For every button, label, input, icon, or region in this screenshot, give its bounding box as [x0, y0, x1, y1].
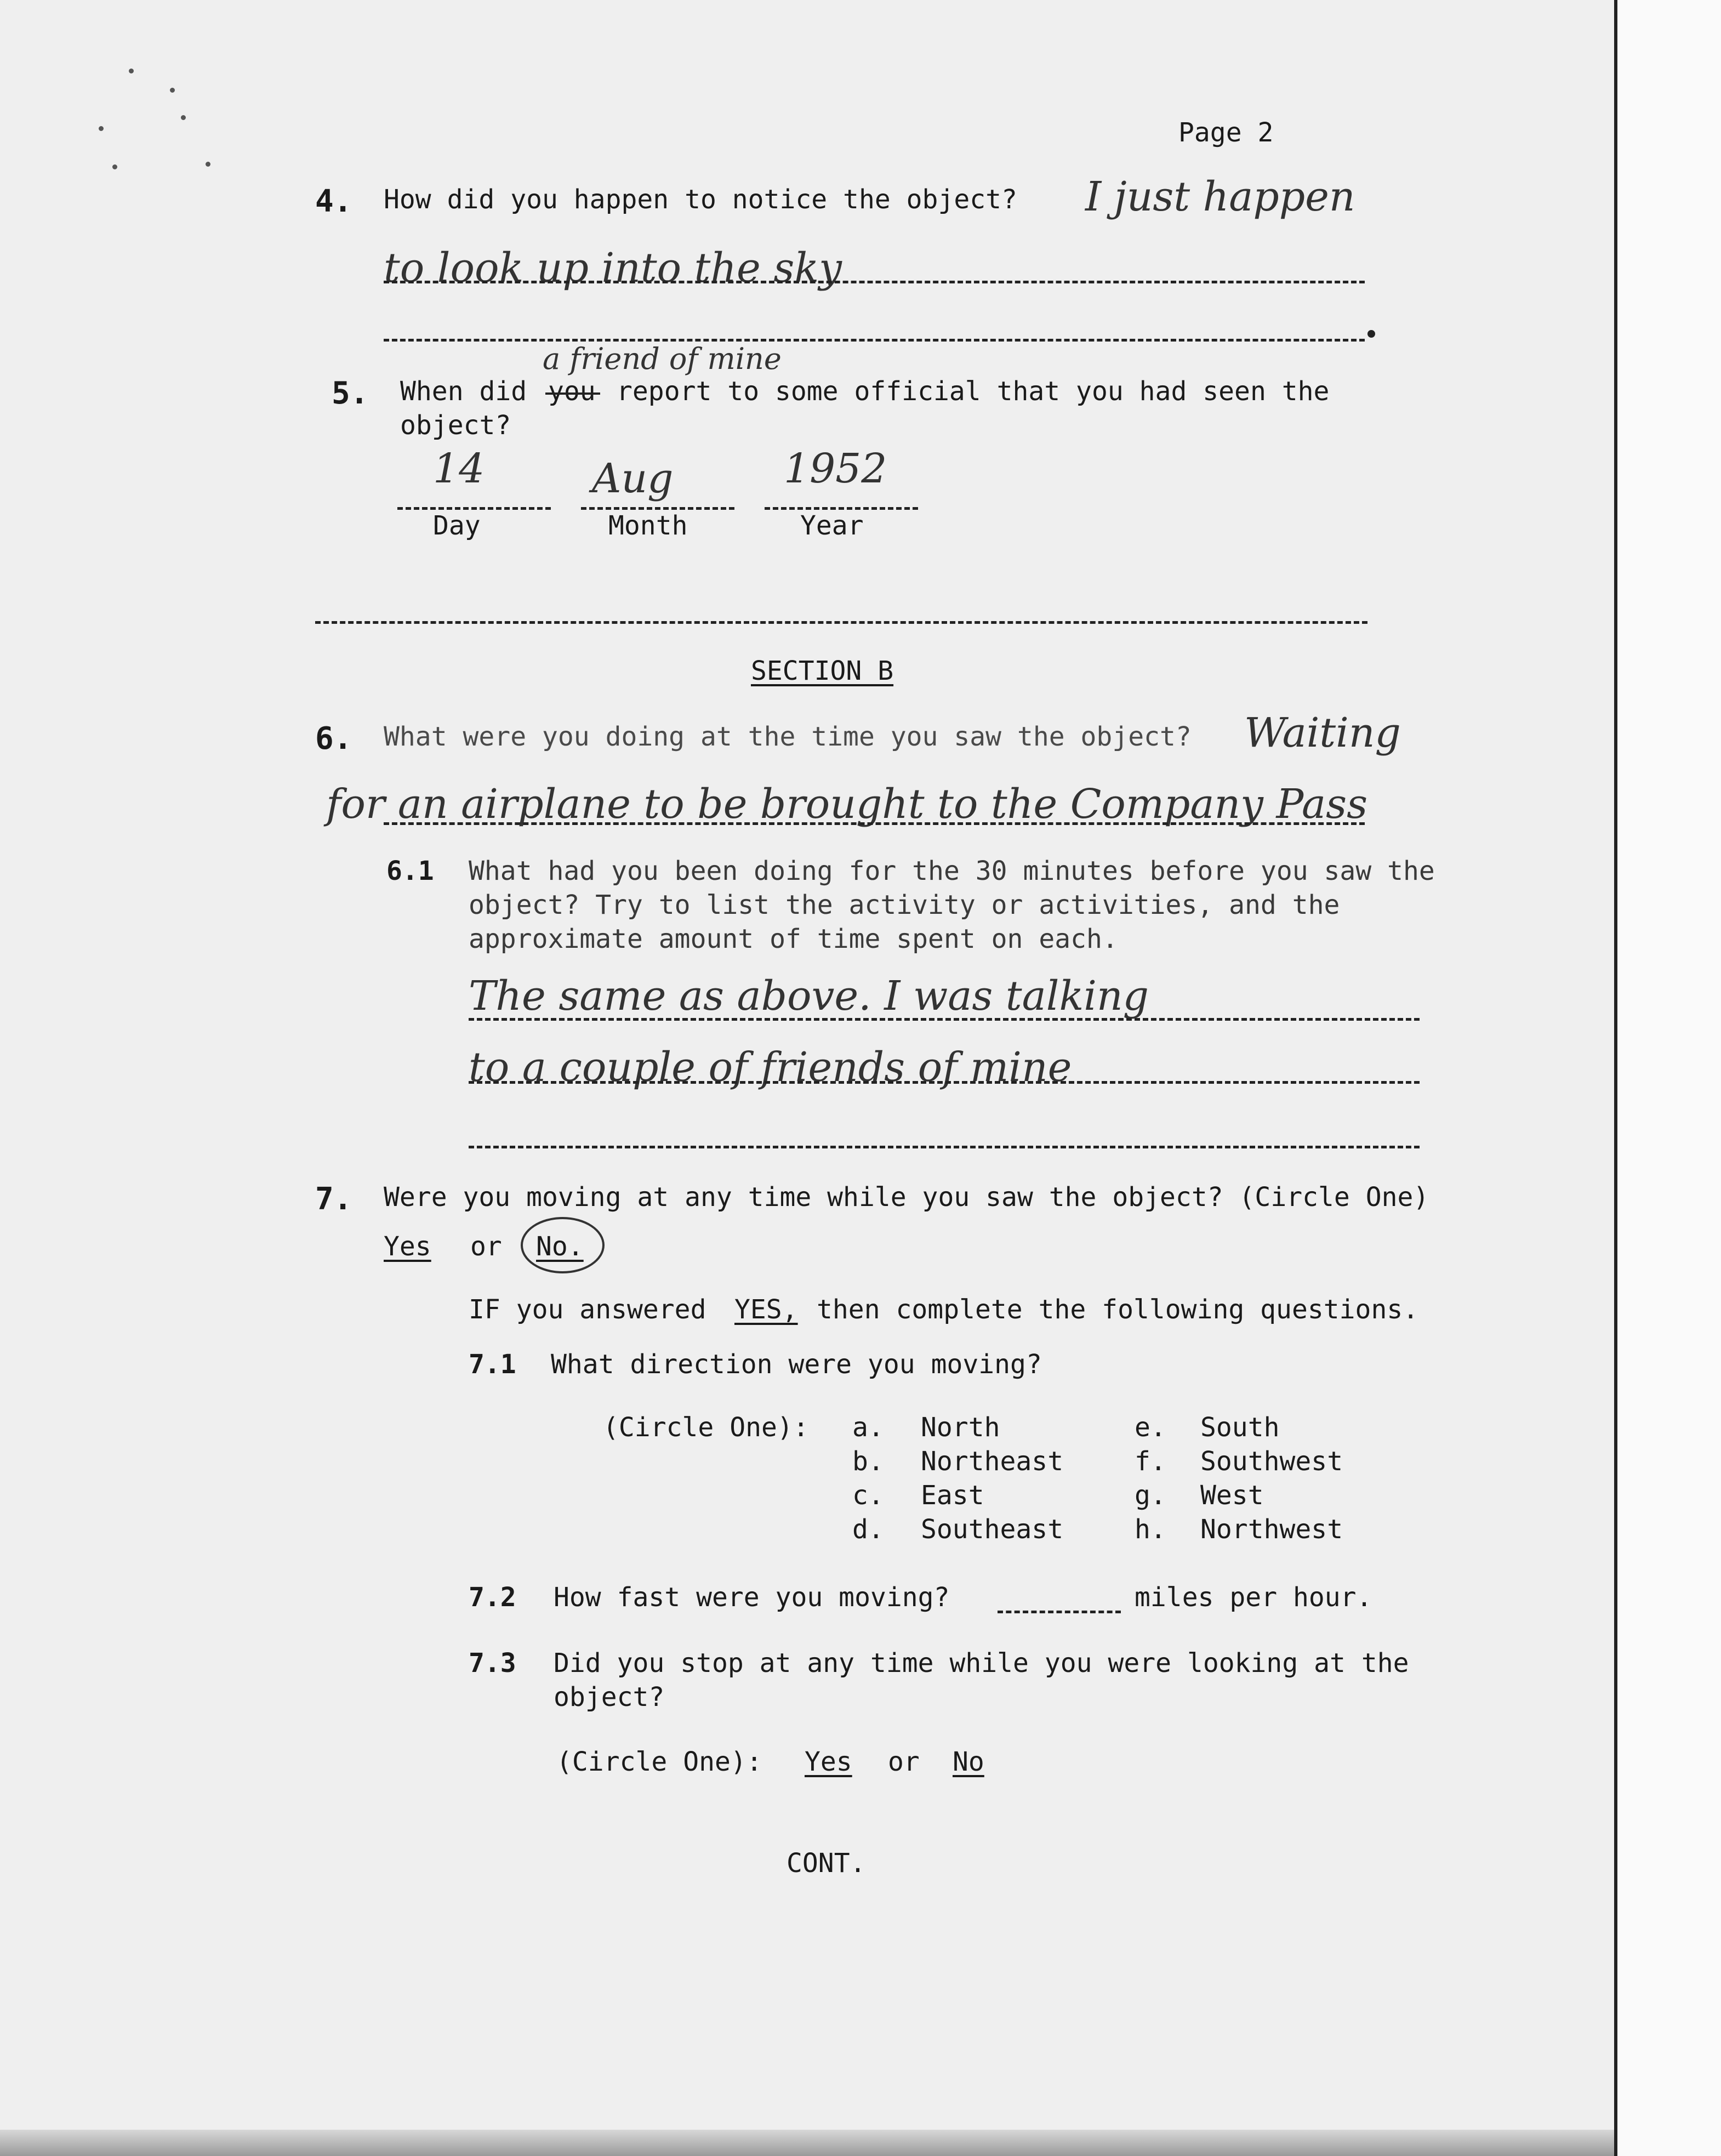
page-edge-right	[1614, 0, 1721, 2156]
page-edge-bottom	[0, 2130, 1614, 2156]
q7-if-text-a: IF you answered	[469, 1294, 706, 1325]
speck	[206, 162, 210, 167]
handwritten-circle	[521, 1217, 605, 1273]
q5-year-value: 1952	[784, 445, 887, 492]
q5-month-value: Aug	[592, 455, 674, 502]
q5-question-a: When did	[400, 376, 527, 407]
q7-or: or	[470, 1231, 502, 1262]
q5-month-label: Month	[608, 510, 688, 541]
q6-1-question-line2: object? Try to list the activity or activities, and the	[469, 890, 1340, 920]
answer-line	[469, 1018, 1420, 1021]
day-line	[397, 507, 551, 510]
option-letter: f.	[1135, 1446, 1166, 1477]
q5-day-label: Day	[433, 510, 481, 541]
month-line	[581, 507, 734, 510]
q6-question: What were you doing at the time you saw the object?	[384, 721, 1192, 752]
q7-3-no-option: No	[953, 1747, 984, 1777]
q6-number: 6.	[315, 721, 352, 756]
q7-2-number: 7.2	[469, 1582, 516, 1613]
option-label: Northwest	[1200, 1514, 1343, 1545]
option-label: South	[1200, 1412, 1280, 1443]
q7-3-number: 7.3	[469, 1648, 516, 1679]
q4-number: 4.	[315, 184, 352, 219]
option-letter: c.	[852, 1480, 884, 1511]
q6-1-number: 6.1	[386, 856, 434, 886]
q7-no-option: No.	[536, 1231, 584, 1262]
q7-3-yes-option: Yes	[805, 1747, 852, 1777]
answer-line	[384, 822, 1365, 825]
option-label: North	[921, 1412, 1000, 1443]
option-label: West	[1200, 1480, 1264, 1511]
continued-footer: CONT.	[787, 1848, 866, 1879]
page-number: Page 2	[1178, 117, 1274, 148]
q7-1-question: What direction were you moving?	[551, 1349, 1042, 1380]
q7-question: Were you moving at any time while you saw the object? (Circle One)	[384, 1182, 1429, 1213]
q5-year-label: Year	[800, 510, 864, 541]
q5-struck-word: you	[548, 376, 596, 407]
q6-1-answer-handwriting-2: to a couple of friends of mine	[469, 1044, 1072, 1091]
q7-3-question-line2: object?	[554, 1682, 665, 1713]
q7-number: 7.	[315, 1181, 352, 1217]
answer-line	[384, 281, 1365, 283]
strike-through	[545, 392, 600, 395]
answer-line	[384, 339, 1365, 342]
q6-answer-handwriting-2: for an airplane to be brought to the Company Pass	[326, 781, 1368, 828]
speck	[129, 69, 134, 73]
q7-3-circle-one: (Circle One):	[556, 1747, 762, 1777]
speck	[112, 164, 117, 169]
q5-question-c: object?	[400, 410, 511, 441]
q6-1-question-line1: What had you been doing for the 30 minutes before you saw the	[469, 856, 1435, 886]
q7-1-circle-one: (Circle One):	[603, 1412, 809, 1443]
option-label: Southwest	[1200, 1446, 1343, 1477]
section-divider	[315, 621, 1367, 624]
year-line	[765, 507, 918, 510]
option-letter: h.	[1135, 1514, 1166, 1545]
q4-answer-handwriting: I just happen	[1085, 173, 1355, 220]
q6-1-question-line3: approximate amount of time spent on each.	[469, 924, 1118, 954]
option-letter: g.	[1135, 1480, 1166, 1511]
q5-question-b: report to some official that you had seen the	[617, 376, 1330, 407]
q7-yes-option: Yes	[384, 1231, 431, 1262]
option-letter: e.	[1135, 1412, 1166, 1443]
option-label: Southeast	[921, 1514, 1064, 1545]
q7-2-suffix: miles per hour.	[1135, 1582, 1372, 1613]
answer-line	[469, 1081, 1420, 1084]
q7-3-or: or	[888, 1747, 920, 1777]
q4-question: How did you happen to notice the object?	[384, 184, 1017, 215]
q7-2-question: How fast were you moving?	[554, 1582, 950, 1613]
option-label: Northeast	[921, 1446, 1064, 1477]
speck	[170, 88, 175, 93]
q5-number: 5.	[332, 376, 369, 411]
option-letter: a.	[852, 1412, 884, 1443]
option-letter: b.	[852, 1446, 884, 1477]
q6-answer-handwriting: Waiting	[1244, 709, 1401, 756]
speck	[99, 126, 104, 131]
option-letter: d.	[852, 1514, 884, 1545]
q7-1-number: 7.1	[469, 1349, 516, 1380]
q4-answer-handwriting-2: to look up into the sky	[384, 244, 842, 292]
q7-3-question-line1: Did you stop at any time while you were looking at the	[554, 1648, 1409, 1679]
speed-blank	[998, 1611, 1121, 1613]
q7-if-yes: YES,	[734, 1294, 798, 1325]
answer-line	[469, 1146, 1420, 1148]
q5-day-value: 14	[433, 445, 485, 492]
section-title: SECTION B	[751, 656, 894, 686]
option-label: East	[921, 1480, 984, 1511]
q7-if-text-b: then complete the following questions.	[817, 1294, 1419, 1325]
q5-inserted-handwriting: a friend of mine	[543, 342, 782, 376]
speck	[181, 115, 186, 120]
period-mark	[1367, 330, 1375, 338]
q6-1-answer-handwriting: The same as above. I was talking	[469, 972, 1149, 1020]
